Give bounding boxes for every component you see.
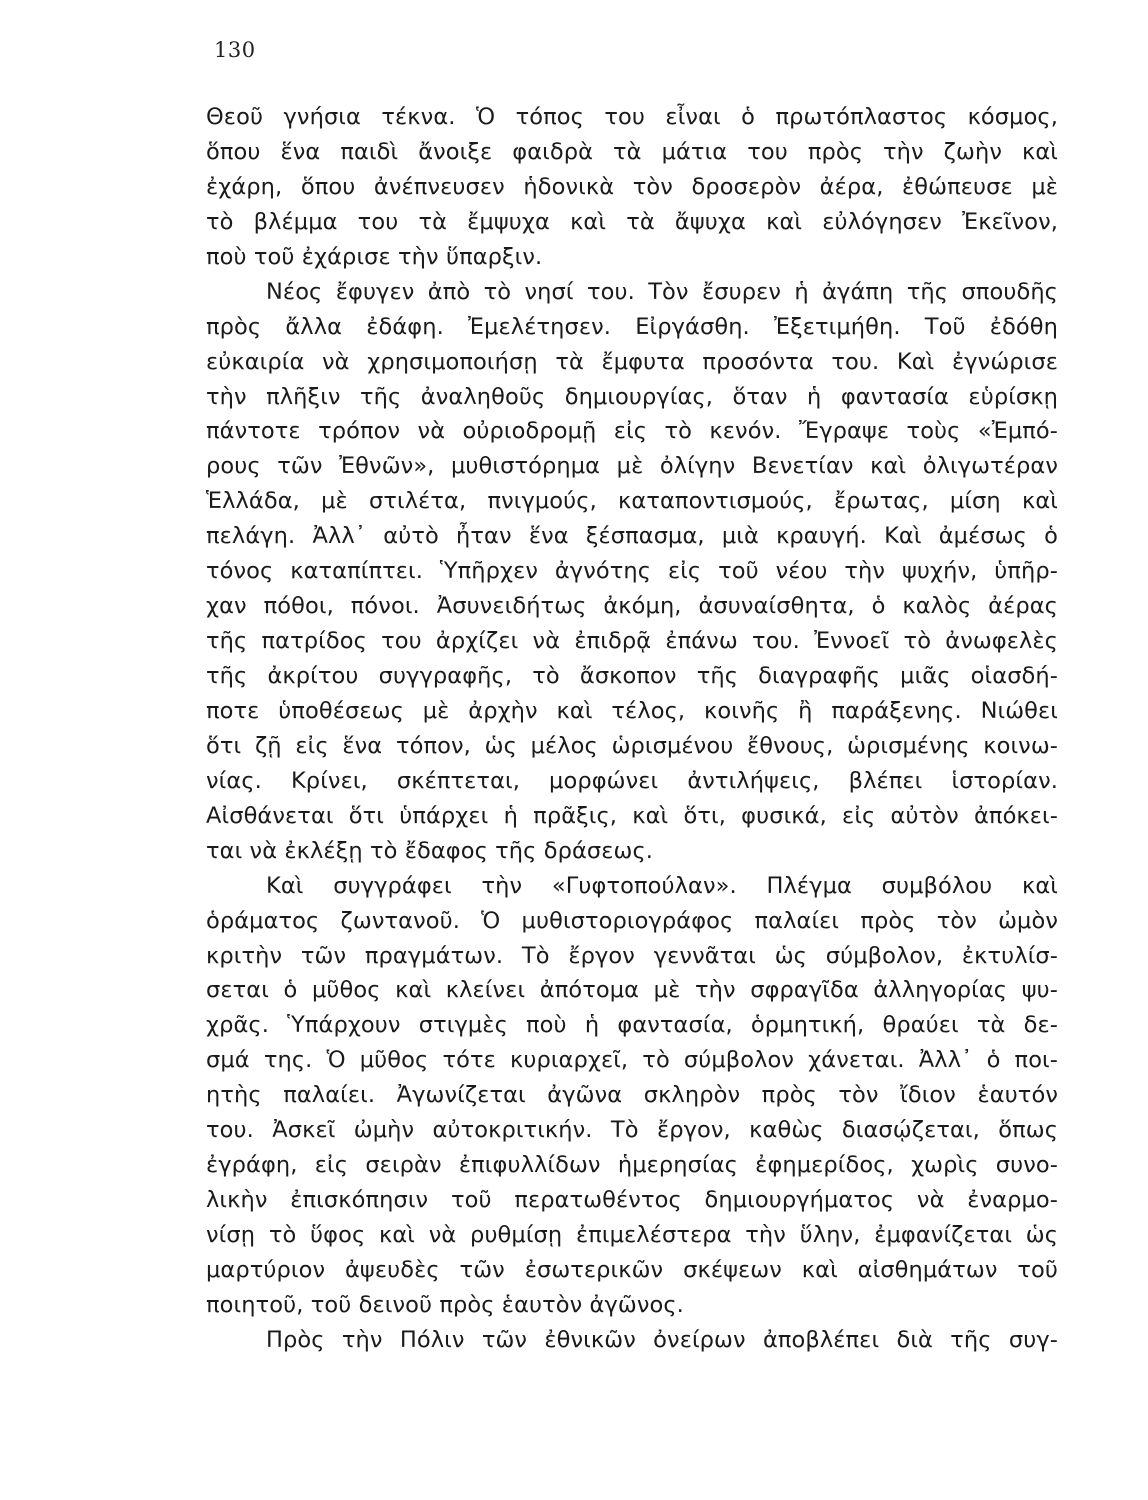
text-line: τὸ βλέμμα του τὰ ἔμψυχα καὶ τὰ ἄψυχα καὶ εὐλόγησεν Ἐκεῖνον,: [206, 208, 1058, 235]
text-line: σμά της. Ὁ μῦθος τότε κυριαρχεῖ, τὸ σύμβολον χάνεται. Ἀλλ᾽ ὁ ποι-: [206, 1047, 1058, 1074]
text-line: ποτε ὑποθέσεως μὲ ἀρχὴν καὶ τέλος, κοινῆς ἢ παράξενης. Νιώθει: [206, 697, 1058, 724]
text-line: ὅπου ἕνα παιδὶ ἄνοιξε φαιδρὰ τὰ μάτια του πρὸς τὴν ζωὴν καὶ: [206, 138, 1058, 165]
text-line: Πρὸς τὴν Πόλιν τῶν ἐθνικῶν ὀνείρων ἀποβλέπει διὰ τῆς συγ-: [266, 1326, 1058, 1353]
text-line: μαρτύριον ἀψευδὲς τῶν ἐσωτερικῶν σκέψεων καὶ αἰσθημάτων τοῦ: [206, 1256, 1058, 1283]
text-line: Ἑλλάδα, μὲ στιλέτα, πνιγμούς, καταποντισμούς, ἔρωτας, μίση καὶ: [206, 488, 1058, 515]
text-line: του. Ἀσκεῖ ὠμὴν αὐτοκριτικήν. Τὸ ἔργον, καθὼς διασῴζεται, ὅπως: [206, 1117, 1058, 1144]
text-line: λικὴν ἐπισκόπησιν τοῦ περατωθέντος δημιουργήματος νὰ ἐναρμο-: [206, 1187, 1058, 1214]
text-line: πελάγη. Ἀλλ᾽ αὐτὸ ἦταν ἕνα ξέσπασμα, μιὰ κραυγή. Καὶ ἀμέσως ὁ: [206, 523, 1058, 550]
text-line: τῆς πατρίδος του ἀρχίζει νὰ ἐπιδρᾷ ἐπάνω του. Ἐννοεῖ τὸ ἀνωφελὲς: [206, 628, 1058, 655]
text-line: εὐκαιρία νὰ χρησιμοποιήσῃ τὰ ἔμφυτα προσόντα του. Καὶ ἐγνώρισε: [206, 348, 1058, 375]
text-line: ητὴς παλαίει. Ἀγωνίζεται ἀγῶνα σκληρὸν πρὸς τὸν ἴδιον ἑαυτόν: [206, 1082, 1058, 1109]
text-line: σεται ὁ μῦθος καὶ κλείνει ἀπότομα μὲ τὴν σφραγῖδα ἀλληγορίας ψυ-: [206, 977, 1058, 1004]
text-line: κριτὴν τῶν πραγμάτων. Τὸ ἔργον γεννᾶται ὡς σύμβολον, ἐκτυλίσ-: [206, 942, 1058, 969]
text-line: νίας. Κρίνει, σκέπτεται, μορφώνει ἀντιλήψεις, βλέπει ἱστορίαν.: [206, 767, 1058, 794]
text-line: Θεοῦ γνήσια τέκνα. Ὁ τόπος του εἶναι ὁ πρωτόπλαστος κόσμος,: [206, 104, 1058, 130]
text-line: χαν πόθοι, πόνοι. Ἀσυνειδήτως ἀκόμη, ἀσυναίσθητα, ὁ καλὸς ἀέρας: [206, 593, 1058, 620]
text-line: τῆς ἀκρίτου συγγραφῆς, τὸ ἄσκοπον τῆς διαγραφῆς μιᾶς οἱασδή-: [206, 663, 1058, 689]
text-line: τόνος καταπίπτει. Ὑπῆρχεν ἀγνότης εἰς τοῦ νέου τὴν ψυχήν, ὑπῆρ-: [206, 558, 1058, 585]
text-line: ρους τῶν Ἐθνῶν», μυθιστόρημα μὲ ὀλίγην Βενετίαν καὶ ὀλιγωτέραν: [206, 453, 1058, 480]
text-line: τὴν πλῆξιν τῆς ἀναληθοῦς δημιουργίας, ὅταν ἡ φαντασία εὑρίσκῃ: [206, 383, 1058, 410]
text-line: ὁράματος ζωντανοῦ. Ὁ μυθιστοριογράφος παλαίει πρὸς τὸν ὠμὸν: [206, 907, 1058, 934]
text-line: νίσῃ τὸ ὕφος καὶ νὰ ρυθμίσῃ ἐπιμελέστερα τὴν ὕλην, ἐμφανίζεται ὡς: [206, 1222, 1058, 1248]
page-number: 130: [214, 38, 256, 62]
body-text: [206, 100, 1058, 1358]
text-line: ὅτι ζῇ εἰς ἕνα τόπον, ὡς μέλος ὡρισμένου ἔθνους, ὡρισμένης κοινω-: [206, 732, 1058, 759]
text-line: πρὸς ἄλλα ἐδάφη. Ἐμελέτησεν. Εἰργάσθη. Ἐξετιμήθη. Τοῦ ἐδόθη: [206, 313, 1058, 340]
text-line: Νέος ἔφυγεν ἀπὸ τὸ νησί του. Τὸν ἔσυρεν ἡ ἀγάπη τῆς σπουδῆς: [266, 278, 1058, 305]
text-line: Καὶ συγγράφει τὴν «Γυφτοπούλαν». Πλέγμα συμβόλου καὶ: [266, 872, 1058, 899]
text-line: ποὺ τοῦ ἐχάρισε τὴν ὕπαρξιν.: [206, 243, 543, 270]
text-line: Αἰσθάνεται ὅτι ὑπάρχει ἡ πρᾶξις, καὶ ὅτι, φυσικά, εἰς αὐτὸν ἀπόκει-: [206, 802, 1058, 829]
text-line: ἐχάρη, ὅπου ἀνέπνευσεν ἡδονικὰ τὸν δροσερὸν ἀέρα, ἐθώπευσε μὲ: [206, 173, 1058, 200]
text-line: ποιητοῦ, τοῦ δεινοῦ πρὸς ἑαυτὸν ἀγῶνος.: [206, 1291, 684, 1318]
text-line: ται νὰ ἐκλέξῃ τὸ ἔδαφος τῆς δράσεως.: [206, 837, 654, 864]
text-line: χρᾶς. Ὑπάρχουν στιγμὲς ποὺ ἡ φαντασία, ὁρμητική, θραύει τὰ δε-: [206, 1012, 1058, 1039]
text-line: πάντοτε τρόπον νὰ οὐριοδρομῇ εἰς τὸ κενόν. Ἔγραψε τοὺς «Ἐμπό-: [206, 418, 1058, 445]
text-line: ἐγράφη, εἰς σειρὰν ἐπιφυλλίδων ἡμερησίας ἐφημερίδος, χωρὶς συνο-: [206, 1152, 1058, 1179]
